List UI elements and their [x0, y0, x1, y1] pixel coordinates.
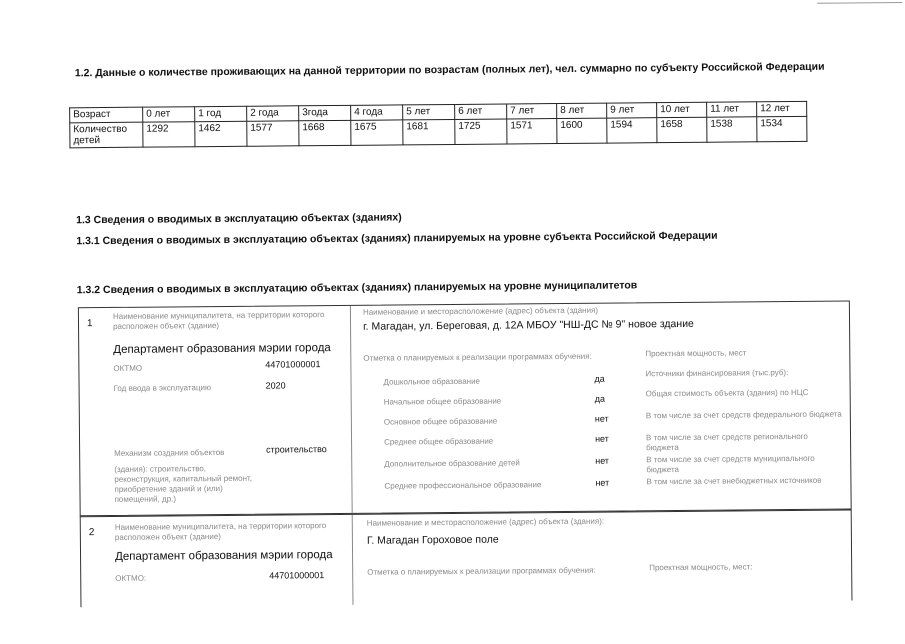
count-cell: 1571 [507, 119, 557, 144]
address-value: Г. Магадан Гороховое поле [366, 533, 499, 547]
count-row [70, 116, 807, 147]
heading-1-2: 1.2. Данные о количестве проживающих на данной территории по возрастам (полных лет), чел. суммарно по субъекту Российской Федерации [74, 60, 825, 80]
program-name: Среднее профессиональное образование [384, 480, 542, 491]
address-label: Наименование и месторасположение (адрес) объекта (здания): [366, 516, 605, 528]
count-cell: 1600 [557, 118, 607, 143]
program-name: Дошкольное образование [383, 376, 481, 387]
heading-1-3: 1.3 Сведения о вводимых в эксплуатацию объектах (зданиях) [76, 211, 402, 227]
program-name: Дополнительное образование детей [384, 458, 520, 469]
funding-item: В том числе за счет средств муниципального бюджета [646, 453, 815, 475]
muni-label: Наименование муниципалитета, на территории которого расположен объект (здание) [114, 521, 327, 542]
count-cell: 1594 [607, 118, 657, 143]
age-row-label: Возраст [70, 107, 143, 123]
age-cell: 6 лет [455, 104, 507, 119]
funding-item: В том числе за счет средств регионального бюджета [645, 431, 808, 453]
count-cell: 1658 [657, 117, 707, 142]
age-table [69, 101, 807, 148]
heading-1-3-2: 1.3.2 Сведения о вводимых в эксплуатацию объектах (зданиях) планируемых на уровне муниципалитетов [76, 279, 638, 297]
count-cell: 1668 [299, 120, 351, 145]
year-label: Год ввода в эксплуатацию [113, 383, 212, 393]
age-cell: 7 лет [507, 104, 557, 119]
program-value: нет [594, 433, 609, 444]
age-cell: 3года [299, 105, 351, 120]
heading-1-3-1: 1.3.1 Сведения о вводимых в эксплуатацию объектах (зданиях) планируемых на уровне субъекта Российской Федерации [76, 229, 718, 248]
funding-item: В том числе за счет средств федерального бюджета [645, 409, 842, 421]
oktmo-value: 44701000001 [265, 359, 321, 370]
programs-label: Отметка о планируемых к реализации программах обучения: [367, 565, 596, 577]
count-cell: 1681 [403, 119, 455, 144]
count-cell: 1462 [195, 121, 247, 146]
muni-value: Департамент образования мэрии города [113, 342, 331, 356]
program-name: Среднее общее образование [384, 436, 494, 447]
age-cell: 1 год [195, 106, 247, 121]
age-cell: 8 лет [557, 103, 607, 118]
card-divider [350, 306, 353, 513]
program-value: да [594, 373, 605, 384]
mechanism-note: (здания): строительство, реконструкция, капитальный ремонт, приобретение зданий и (или) помещений, др.) [114, 464, 253, 504]
count-cell: 1538 [707, 117, 757, 142]
funding-label: Источники финансирования (тыс.руб): [645, 368, 789, 379]
count-cell: 1725 [455, 119, 507, 144]
program-name: Начальное общее образование [383, 396, 502, 407]
age-cell: 11 лет [707, 102, 757, 117]
age-cell: 12 лет [757, 101, 807, 116]
muni-label: Наименование муниципалитета, на территории которого расположен объект (здание) [112, 310, 325, 331]
mechanism-label: Механизм создания объектов [114, 447, 225, 458]
funding-item: В том числе за счет внебюджетных источников [646, 475, 822, 487]
count-cell: 1675 [351, 120, 403, 145]
program-value: да [594, 393, 606, 404]
count-cell: 1292 [143, 122, 195, 147]
age-cell: 10 лет [657, 102, 707, 117]
capacity-label: Проектная мощность, мест: [649, 562, 753, 573]
card-divider [352, 515, 354, 605]
count-row-label: Количество детей [70, 122, 143, 148]
age-cell: 0 лет [143, 107, 195, 122]
age-cell: 2 года [247, 106, 299, 121]
top-rule [817, 2, 902, 4]
oktmo-label: ОКТМО [113, 363, 143, 373]
age-cell: 9 лет [607, 103, 657, 118]
age-cell: 5 лет [403, 104, 455, 119]
program-value: нет [595, 477, 610, 488]
year-value: 2020 [265, 380, 286, 391]
object-card-1 [78, 301, 852, 517]
capacity-label: Проектная мощность, мест [645, 348, 747, 359]
object-card-2 [80, 510, 853, 608]
oktmo-value: 44701000001 [269, 570, 325, 581]
program-value: нет [594, 413, 609, 424]
object-number: 2 [88, 527, 95, 539]
funding-item: Общая стоимость объекта (здания) по НЦС [645, 387, 809, 399]
address-value: г. Магадан, ул. Береговая, д. 12А МБОУ "НШ-ДС № 9" новое здание [363, 317, 694, 333]
program-value: нет [595, 455, 610, 466]
count-cell: 1577 [247, 121, 299, 146]
object-number: 1 [86, 318, 93, 330]
muni-value: Департамент образования мэрии города [115, 549, 333, 563]
age-cell: 4 года [351, 105, 403, 120]
oktmo-label: ОКТМО: [115, 573, 147, 583]
count-cell: 1534 [757, 116, 807, 141]
program-name: Основное общее образование [383, 416, 498, 427]
address-label: Наименование и месторасположение (адрес) объекта (здания) [362, 305, 599, 317]
programs-label: Отметка о планируемых к реализации программах обучения: [363, 351, 592, 363]
mechanism-value: строительство [266, 444, 327, 455]
